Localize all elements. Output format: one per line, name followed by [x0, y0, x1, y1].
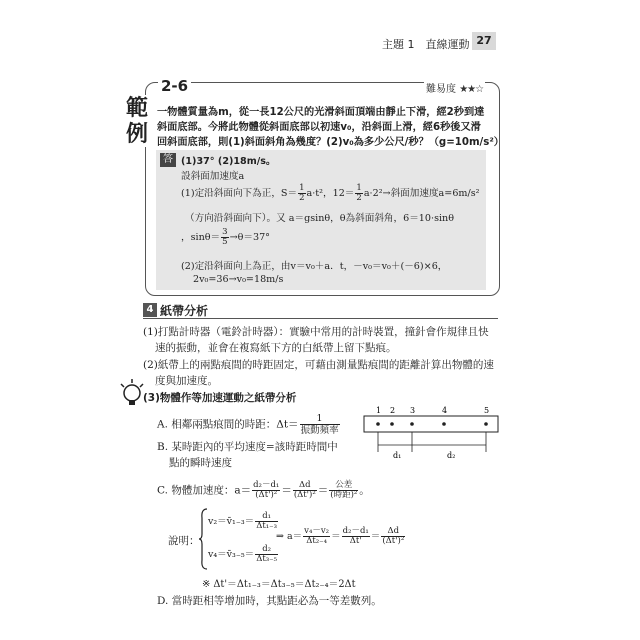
- fraction-a: [300, 413, 340, 436]
- frac-den: (Δt')²: [382, 536, 405, 546]
- frac-num: Δd: [293, 481, 317, 491]
- frac-den: Δt₁₋₃: [256, 521, 278, 531]
- tape-strip: [364, 416, 498, 432]
- answer-line-2b: a·t²，12＝: [306, 188, 355, 199]
- tape-label-d2: d₂: [447, 451, 456, 460]
- tape-point-label: 3: [410, 406, 416, 415]
- paper-tape-diagram: [362, 402, 502, 462]
- difficulty-label: 難易度: [426, 84, 456, 95]
- tape-point-label: 1: [376, 406, 382, 415]
- item-a: [157, 413, 341, 436]
- answer-label: 答: [160, 153, 176, 167]
- item-c-end: 。: [359, 484, 370, 497]
- tape-dot: [390, 422, 394, 426]
- item-a-label: A. 相鄰兩點痕間的時距：Δt＝: [157, 418, 299, 431]
- frac-num: 1: [300, 413, 340, 425]
- fraction-c1: [252, 481, 280, 500]
- frac-num: 1: [299, 183, 305, 193]
- tape-point-label: 5: [484, 406, 490, 415]
- frac-den: 2: [356, 193, 362, 203]
- header-topic: 主題 1 直線運動: [382, 38, 470, 51]
- answer-line-4a: ，sinθ＝: [181, 232, 221, 243]
- fraction-half-2: [355, 184, 362, 203]
- answer-line-1: 設斜面加速度a: [181, 171, 245, 182]
- explain-v4: [208, 545, 279, 564]
- fraction-c2: [293, 481, 317, 500]
- frac-num: 公差: [329, 481, 358, 491]
- answer-line-5: (2)定沿斜面向上為正，由v＝v₀＋a．t，－v₀＝v₀＋(－6)×6，: [181, 261, 448, 272]
- frac-den: Δt₂₋₄: [306, 536, 328, 546]
- frac-num: v₄－v₂: [304, 526, 330, 536]
- fraction-half-1: [298, 184, 305, 203]
- item-c: C. 物體加速度：a＝ $\frac{\text{d₂－d₁}}{\text{(Δt')²}}$ ＝ $\frac{\Delta d}{\text{(Δt')²}}$ ＝ 公差 (時距)² 。: [157, 480, 370, 500]
- answer-line-3: （方向沿斜面向下）。又 a＝gsinθ，θ為斜面斜角，6＝10·sinθ: [185, 213, 455, 224]
- section-number: 4: [143, 303, 157, 317]
- fraction-c3: [329, 481, 358, 500]
- fraction-v4: [255, 545, 278, 564]
- example-label-char-1: 範: [125, 95, 148, 121]
- item-c-label: C. 物體加速度：a＝: [157, 484, 252, 497]
- tape-label-d1: d₁: [393, 451, 402, 460]
- item-3: (3)物體作等加速運動之紙帶分析: [143, 392, 297, 404]
- item-2-line-1: (2)紙帶上的兩點痕間的時距固定，可藉由測量點痕間的距離計算出物體的速: [143, 359, 494, 371]
- frac-den: 振動頻率: [300, 425, 339, 436]
- left-brace: [198, 508, 208, 570]
- frac-den: Δt': [349, 536, 362, 546]
- answer-main: (1)37° (2)18m/s。: [181, 156, 276, 167]
- answer-line-6: 2v₀=36→v₀=18m/s: [193, 274, 284, 285]
- tape-dot: [484, 422, 488, 426]
- answer-line-2a: (1)定沿斜面向下為正，S＝: [181, 188, 298, 199]
- page-number: 27: [472, 32, 496, 50]
- tape-dot: [442, 422, 446, 426]
- equals: ＝: [331, 531, 341, 542]
- example-label: [122, 95, 152, 147]
- frac-den: 2: [299, 193, 305, 203]
- frac-den: Δt₃₋₅: [256, 554, 278, 564]
- frac-num: d₂－d₁: [342, 526, 369, 536]
- section-title: 紙帶分析: [160, 304, 209, 318]
- question-line-2: 斜面底部。今將此物體從斜面底部以初速v₀，沿斜面上滑，經6秒後又滑: [157, 122, 481, 133]
- answer-line-2c: a·2²→斜面加速度a=6m/s²: [363, 188, 480, 199]
- example-label-char-2: 例: [125, 121, 148, 147]
- frac-den: (Δt')²: [293, 490, 316, 500]
- tape-point-label: 4: [442, 406, 448, 415]
- tape-point-label: 2: [390, 406, 396, 415]
- fraction-sin: [221, 228, 228, 247]
- difficulty: [424, 80, 485, 95]
- v2-expr: v₂＝v̄₁₋₃＝: [208, 516, 255, 527]
- item-d: D. 當時距相等增加時，其點距必為一等差數列。: [157, 595, 382, 607]
- explain-result: [276, 527, 406, 546]
- item-1-line-1: (1)打點計時器（電鈴計時器）：實驗中常用的計時裝置，撞針會作規律且快: [143, 326, 489, 338]
- frac-num: d₂: [255, 545, 278, 555]
- frac-num: 3: [222, 227, 228, 237]
- frac-den: (Δt')²: [255, 490, 278, 500]
- fraction-v2: [255, 512, 278, 531]
- frac-num: d₂－d₁: [253, 480, 280, 490]
- answer-line-4b: →θ＝37°: [229, 232, 270, 243]
- lightbulb-icon: [118, 378, 146, 408]
- section-divider: [143, 318, 498, 319]
- difficulty-stars: ★★☆: [459, 84, 484, 95]
- frac-den: 5: [222, 237, 228, 247]
- frac-num: Δd: [381, 527, 405, 537]
- equals: ＝: [370, 531, 381, 542]
- tape-dot: [410, 422, 414, 426]
- arrow-expr: ⇒ a＝: [276, 531, 303, 542]
- v4-expr: v₄＝v̄₃₋₅＝: [208, 549, 255, 560]
- frac-den: (時距)²: [330, 490, 358, 500]
- explain-label: 說明：: [168, 535, 200, 547]
- example-number: 2-6: [158, 77, 191, 95]
- item-1-line-2: 速的振動，並會在複寫紙下方的白紙帶上留下點痕。: [155, 342, 397, 354]
- item-2-line-2: 度與加速度。: [155, 375, 218, 387]
- frac-num: d₁: [255, 512, 278, 522]
- item-b-line-1: B. 某時距內的平均速度=該時距時間中: [157, 441, 338, 453]
- fraction-r3: [381, 527, 405, 546]
- note-line: ※ Δt'＝Δt₁₋₃＝Δt₃₋₅＝Δt₂₋₄＝2Δt: [202, 579, 356, 590]
- fraction-r2: [342, 527, 370, 546]
- frac-num: 1: [356, 183, 362, 193]
- item-b-line-2: 點的瞬時速度: [169, 457, 232, 469]
- tape-dot: [376, 422, 380, 426]
- fraction-r1: [303, 527, 330, 546]
- explain-v2: [208, 512, 279, 531]
- question-line-1: 一物體質量為m，從一長12公尺的光滑斜面頂端由靜止下滑，經2秒到達: [157, 107, 485, 118]
- answer-line-4: [181, 228, 270, 247]
- question-line-3: 回斜面底部，則(1)斜面斜角為幾度？(2)v₀為多少公尺/秒？（g=10m/s²）: [157, 137, 504, 148]
- answer-line-2: [181, 184, 480, 203]
